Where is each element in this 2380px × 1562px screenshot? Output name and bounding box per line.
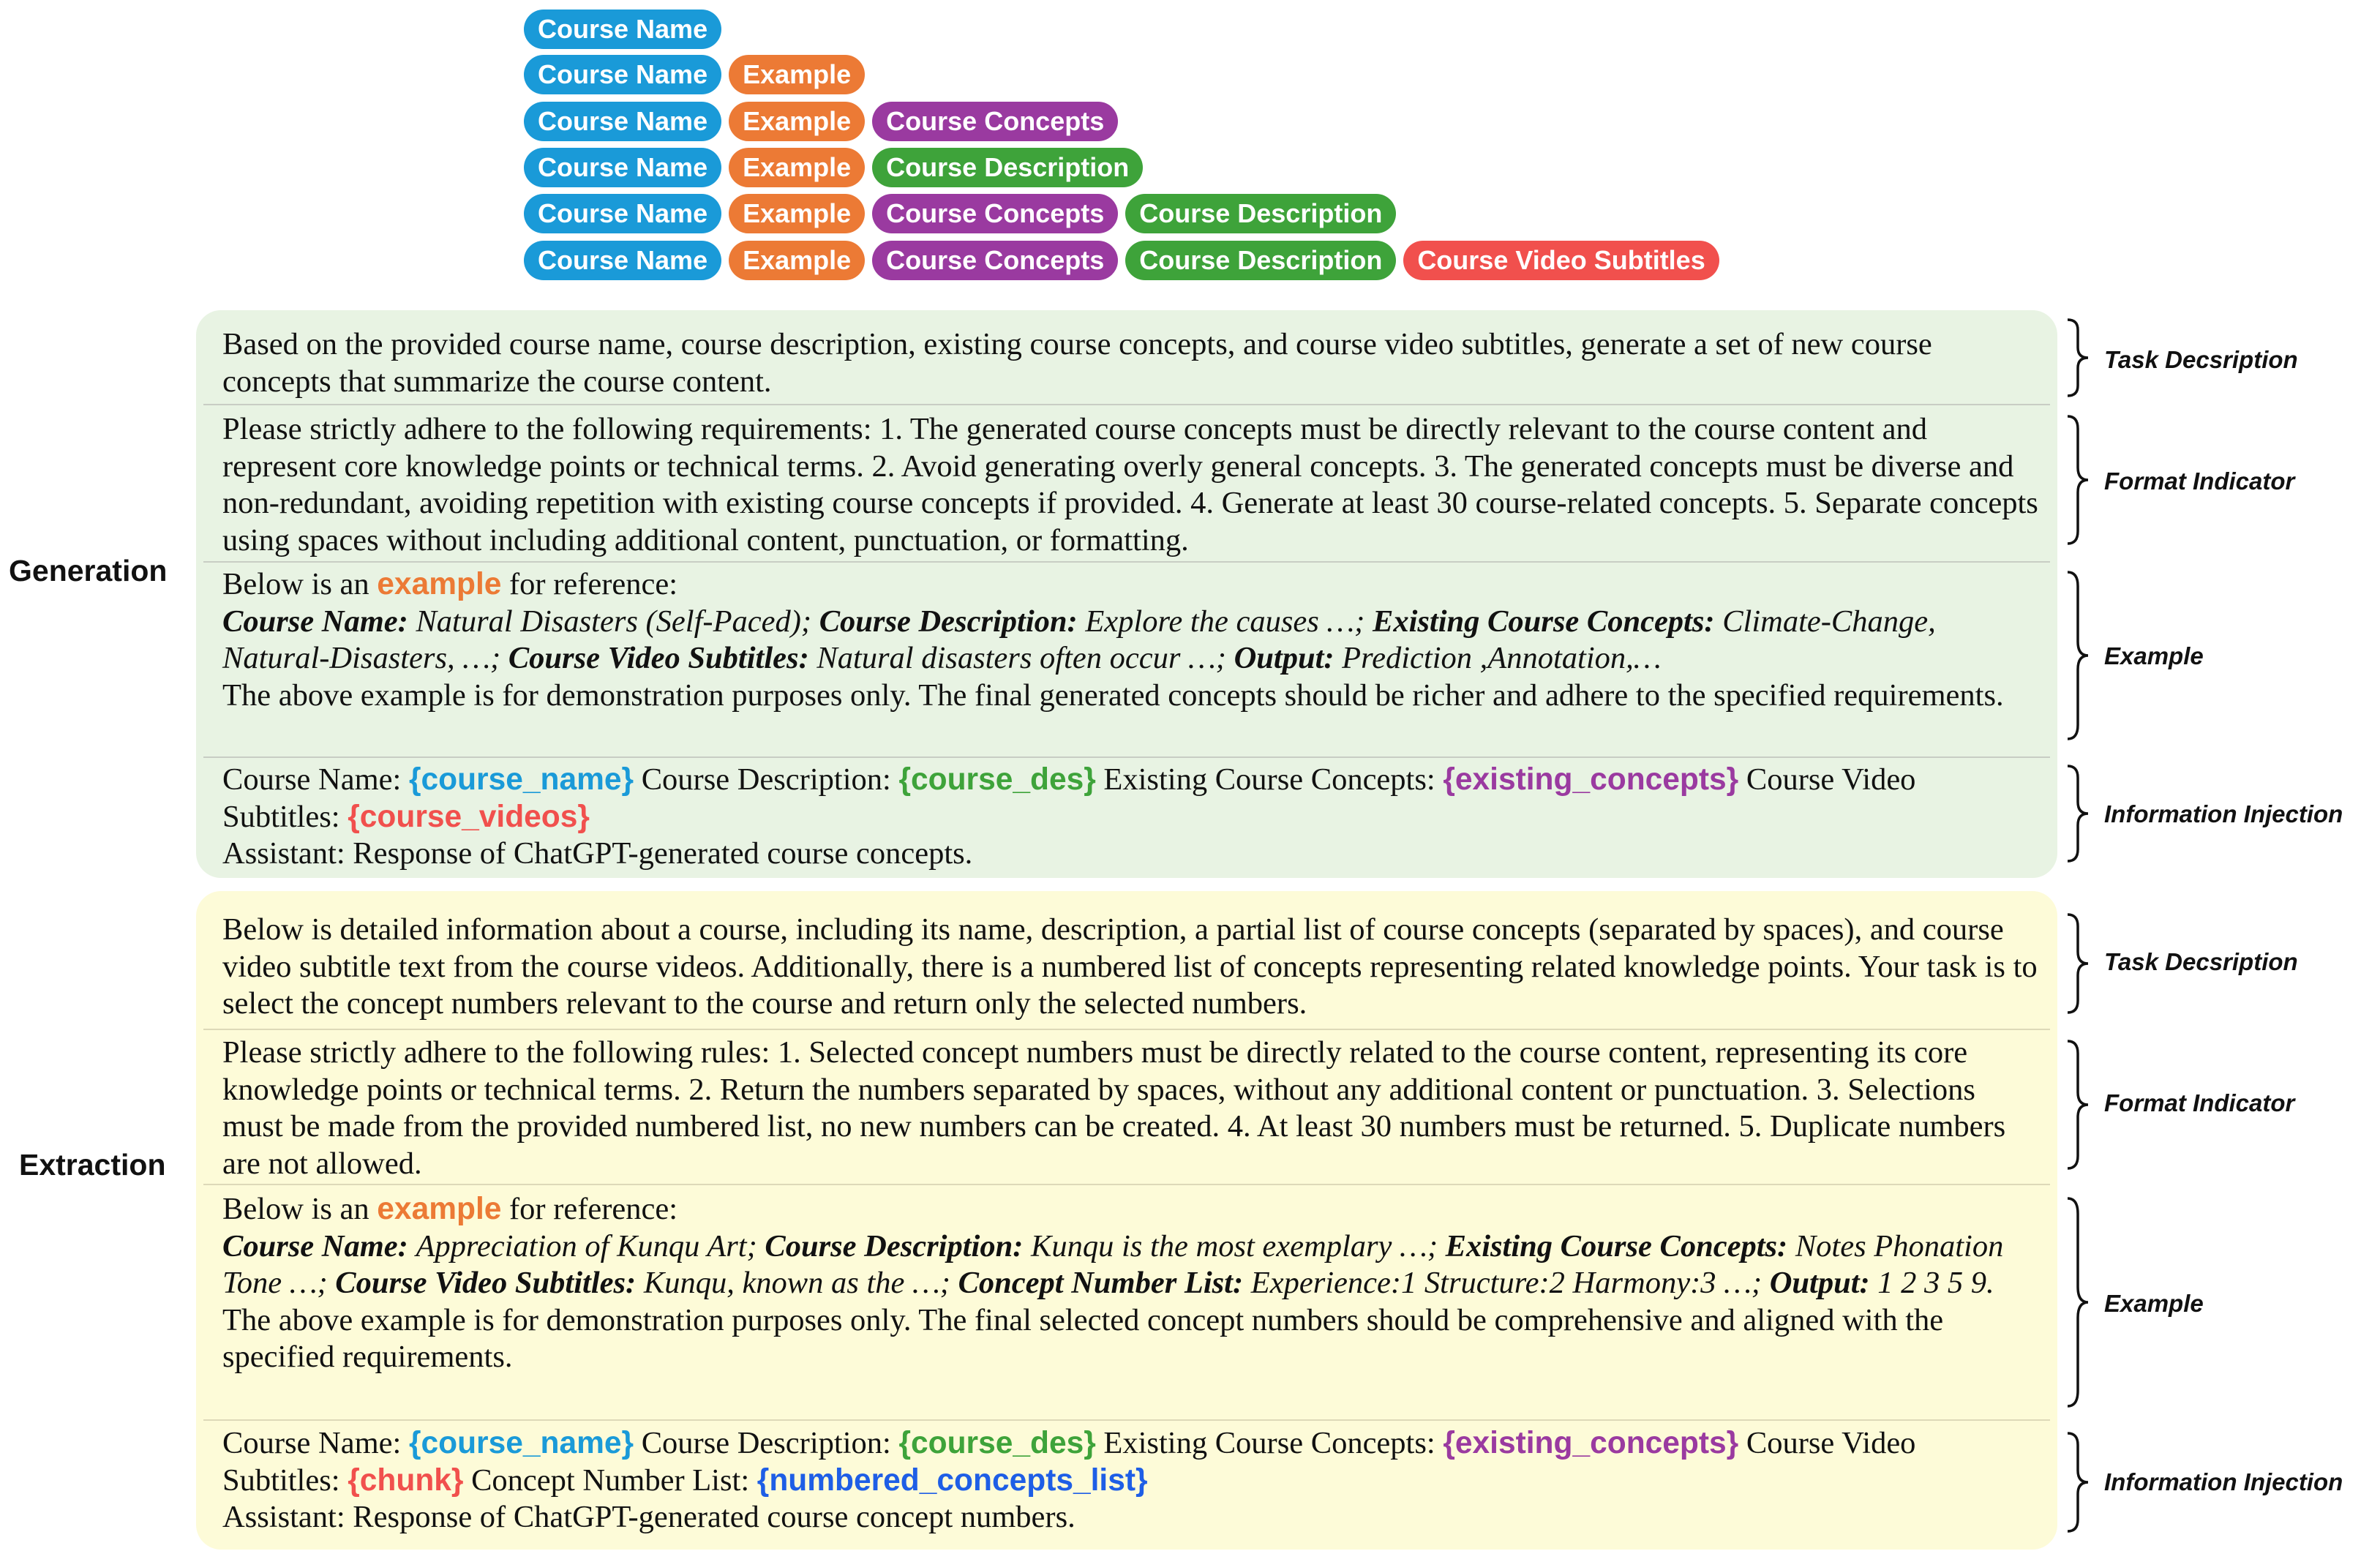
example-concepts-value: Climate-Change, Natural-Disasters, …; — [222, 604, 1936, 675]
injection-name-label: Course Name: — [222, 762, 402, 797]
pill-example: Example — [729, 102, 865, 141]
var-course-des: {course_des} — [898, 762, 1096, 797]
pill-course-description: Course Description — [1125, 241, 1396, 280]
injection-subtitles-label: Course Video Subtitles: — [222, 762, 1916, 834]
label-task-description: Task Decsription — [2104, 346, 2298, 373]
pill-course-name: Course Name — [524, 10, 721, 49]
pill-example: Example — [729, 148, 865, 187]
extraction-panel — [196, 891, 2057, 1550]
example-concepts-label: Existing Course Concepts: — [1445, 1228, 1788, 1264]
brace-icon — [2065, 1196, 2101, 1408]
example-name-label: Course Name: — [222, 604, 408, 639]
pill-course-name: Course Name — [524, 102, 721, 141]
pill-course-concepts: Course Concepts — [872, 241, 1118, 280]
extraction-format-indicator: Please strictly adhere to the following rules: 1. Selected concept numbers must be directly related to the course content, representing its core knowledge points or technical terms. 2. Return the numbers separated by spaces, without any additional content or punctuation. 3. Selections must be made from the provided numbered list, no new numbers can be created. 4. At least 30 numbers must be returned. 5. Duplicate numbers are not allowed. — [222, 1035, 2006, 1181]
example-desc-value: Kunqu is the most exemplary …; — [1031, 1228, 1438, 1264]
brace-icon — [2065, 1039, 2101, 1171]
example-subtitles-label: Course Video Subtitles: — [508, 641, 809, 675]
pill-course-name: Course Name — [524, 194, 721, 233]
var-existing-concepts: {existing_concepts} — [1443, 1426, 1739, 1460]
var-course-des: {course_des} — [898, 1426, 1096, 1460]
label-task-description: Task Decsription — [2104, 948, 2298, 975]
injection-name-label: Course Name: — [222, 1426, 402, 1460]
var-chunk: {chunk} — [348, 1463, 464, 1498]
example-closing: The above example is for demonstration purposes only. The final generated concepts should be richer and adhere to the specified requirements. — [222, 677, 2004, 713]
generation-panel — [196, 310, 2057, 878]
example-intro: Below is an — [222, 567, 369, 601]
example-concepts-value: Notes Phonation Tone …; — [222, 1228, 2004, 1300]
section-divider — [203, 561, 2050, 563]
brace-icon — [2065, 318, 2101, 398]
example-name-label: Course Name: — [222, 1228, 408, 1264]
brace-icon — [2065, 570, 2101, 741]
example-output-label: Output: — [1234, 641, 1334, 675]
example-desc-label: Course Description: — [765, 1228, 1024, 1264]
extraction-task-description: Below is detailed information about a course, including its name, description, a partial list of course concepts (separated by spaces), and course video subtitle text from the course videos. Additionally, there is a numbered list of concepts representing related knowledge points. Your task is to select the concept numbers relevant to the course and return only the selected numbers. — [222, 912, 2038, 1021]
generation-title: Generation — [9, 554, 168, 587]
example-name-value: Natural Disasters (Self-Paced); — [416, 604, 812, 639]
injection-concepts-label: Existing Course Concepts: — [1103, 762, 1435, 797]
var-numbered-concepts-list: {numbered_concepts_list} — [757, 1463, 1148, 1498]
label-format-indicator: Format Indicator — [2104, 1089, 2295, 1116]
example-desc-value: Explore the causes …; — [1085, 604, 1365, 639]
var-course-name: {course_name} — [408, 762, 634, 797]
brace-icon — [2065, 912, 2101, 1015]
injection-assistant: Assistant: Response of ChatGPT-generated course concept numbers. — [222, 1500, 1075, 1534]
example-intro-end: for reference: — [509, 1192, 678, 1226]
example-keyword: example — [377, 567, 502, 601]
example-desc-label: Course Description: — [819, 604, 1078, 639]
extraction-injection — [222, 1425, 2040, 1536]
label-information-injection: Information Injection — [2104, 800, 2343, 827]
pill-example: Example — [729, 194, 865, 233]
example-subtitles-label: Course Video Subtitles: — [335, 1266, 637, 1300]
generation-task-description: Based on the provided course name, course description, existing course concepts, and course video subtitles, generate a set of new course concepts that summarize the course content. — [222, 327, 1932, 399]
section-divider — [203, 1184, 2050, 1185]
brace-icon — [2065, 764, 2101, 863]
injection-desc-label: Course Description: — [641, 762, 891, 797]
generation-injection — [222, 762, 2040, 873]
injection-concepts-label: Existing Course Concepts: — [1103, 1426, 1435, 1460]
pill-example: Example — [729, 55, 865, 94]
example-intro-end: for reference: — [509, 567, 678, 601]
example-name-value: Appreciation of Kunqu Art; — [416, 1228, 757, 1264]
example-list-label: Concept Number List: — [958, 1266, 1244, 1300]
example-subtitles-value: Kunqu, known as the …; — [643, 1266, 950, 1300]
extraction-title: Extraction — [19, 1148, 166, 1182]
section-divider — [203, 404, 2050, 405]
example-subtitles-value: Natural disasters often occur …; — [817, 641, 1226, 675]
brace-icon — [2065, 1431, 2101, 1533]
injection-list-label: Concept Number List: — [471, 1463, 750, 1498]
pill-course-video-subtitles: Course Video Subtitles — [1403, 241, 1719, 280]
injection-assistant: Assistant: Response of ChatGPT-generated course concepts. — [222, 836, 973, 871]
section-divider — [203, 1029, 2050, 1030]
label-format-indicator: Format Indicator — [2104, 468, 2295, 495]
example-concepts-label: Existing Course Concepts: — [1372, 604, 1715, 639]
var-course-videos: {course_videos} — [348, 799, 590, 834]
section-divider — [203, 1419, 2050, 1421]
pill-course-description: Course Description — [872, 148, 1143, 187]
pill-course-name: Course Name — [524, 55, 721, 94]
label-information-injection: Information Injection — [2104, 1468, 2343, 1495]
generation-example — [222, 566, 2040, 714]
var-course-name: {course_name} — [408, 1426, 634, 1460]
injection-subtitles-label: Course Video Subtitles: — [222, 1426, 1916, 1498]
pill-course-description: Course Description — [1125, 194, 1396, 233]
extraction-example — [222, 1191, 2040, 1376]
example-closing: The above example is for demonstration purposes only. The final selected concept numbers should be comprehensive and aligned with the specified requirements. — [222, 1302, 1944, 1374]
pill-course-concepts: Course Concepts — [872, 194, 1118, 233]
pill-example: Example — [729, 241, 865, 280]
example-output-label: Output: — [1769, 1266, 1870, 1300]
injection-desc-label: Course Description: — [641, 1426, 891, 1460]
pill-course-concepts: Course Concepts — [872, 102, 1118, 141]
section-divider — [203, 756, 2050, 758]
example-list-value: Experience:1 Structure:2 Harmony:3 …; — [1250, 1266, 1763, 1300]
var-existing-concepts: {existing_concepts} — [1443, 762, 1739, 797]
pill-course-name: Course Name — [524, 148, 721, 187]
brace-icon — [2065, 414, 2101, 546]
example-keyword: example — [377, 1192, 502, 1226]
example-intro: Below is an — [222, 1192, 369, 1226]
pill-course-name: Course Name — [524, 241, 721, 280]
generation-format-indicator: Please strictly adhere to the following requirements: 1. The generated course concepts must be directly relevant to the course content and represent core knowledge points or technical terms. 2. Avoid generating overly general concepts. 3. The generated concepts must be diverse and non-redundant, avoiding repetition with existing course concepts if provided. 4. Generate at least 30 course-related concepts. 5. Separate concepts using spaces without including additional content, punctuation, or formatting. — [222, 412, 2038, 557]
label-example: Example — [2104, 642, 2204, 669]
example-output-value: 1 2 3 5 9. — [1877, 1266, 1994, 1300]
example-output-value: Prediction ,Annotation,… — [1342, 641, 1662, 675]
label-example: Example — [2104, 1290, 2204, 1317]
